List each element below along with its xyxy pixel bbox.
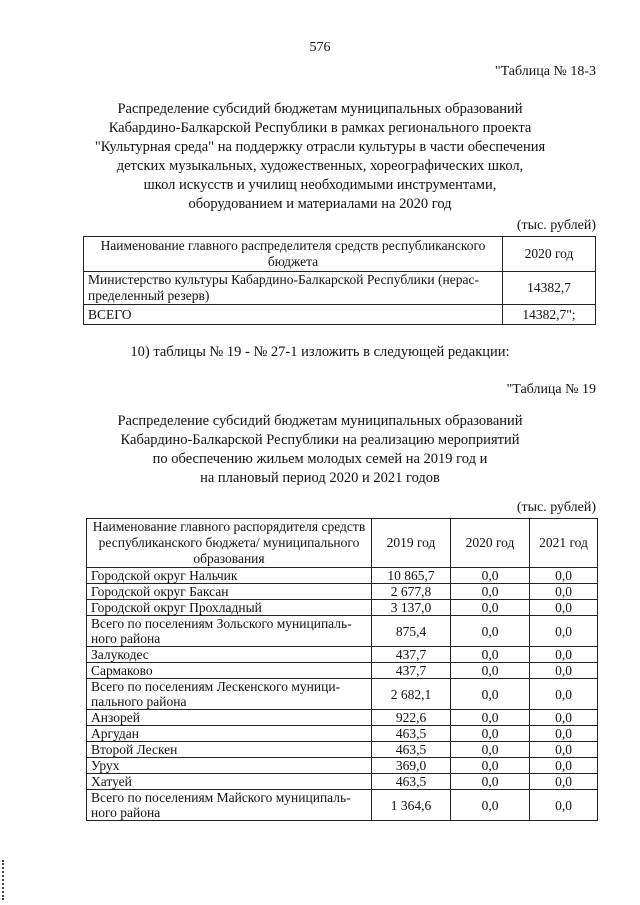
- cell-2020: 0,0: [451, 790, 530, 821]
- table-row: [87, 568, 598, 584]
- cell-2020: 14382,7";: [503, 305, 596, 325]
- title-line: школ искусств и училищ необходимыми инструментами,: [143, 177, 497, 193]
- cell-2021: 0,0: [530, 790, 598, 821]
- cell-2020: 0,0: [451, 742, 530, 758]
- table-18-3-title: [70, 100, 570, 214]
- cell-name: Всего по поселениям Лескенского муниципального района: [87, 679, 372, 710]
- cell-2021: 0,0: [530, 584, 598, 600]
- cell-2019: 875,4: [372, 616, 451, 647]
- title-line: Кабардино-Балкарской Республики в рамках регионального проекта: [108, 120, 532, 136]
- cell-2020: 0,0: [451, 774, 530, 790]
- cell-name: Городской округ Нальчик: [87, 568, 372, 584]
- table-row: [87, 758, 598, 774]
- table-header-row: [87, 519, 598, 568]
- cell-2020: 14382,7: [503, 272, 596, 305]
- header-2021: 2021 год: [530, 519, 598, 568]
- cell-2020: 0,0: [451, 568, 530, 584]
- header-name: Наименование главного распределителя средств республиканского бюджета: [84, 237, 503, 272]
- table-row: [87, 726, 598, 742]
- cell-name: Всего по поселениям Майского муниципального района: [87, 790, 372, 821]
- cell-2021: 0,0: [530, 758, 598, 774]
- table-row: [87, 742, 598, 758]
- cell-name: Городской округ Прохладный: [87, 600, 372, 616]
- cell-2021: 0,0: [530, 568, 598, 584]
- table-19-unit: (тыс. рублей): [516, 500, 596, 515]
- cell-2020: 0,0: [451, 647, 530, 663]
- table-18-3-label: "Таблица № 18-3: [494, 64, 596, 79]
- title-line: детских музыкальных, художественных, хореографических школ,: [116, 158, 524, 174]
- cell-2021: 0,0: [530, 710, 598, 726]
- table-row: [87, 616, 598, 647]
- cell-name: Городской округ Баксан: [87, 584, 372, 600]
- cell-2019: 3 137,0: [372, 600, 451, 616]
- cell-2020: 0,0: [451, 758, 530, 774]
- instruction-paragraph: 10) таблицы № 19 - № 27-1 изложить в следующей редакции:: [130, 344, 510, 360]
- cell-2019: 10 865,7: [372, 568, 451, 584]
- title-line: Распределение субсидий бюджетам муниципальных образований: [117, 101, 523, 117]
- header-2020: 2020 год: [451, 519, 530, 568]
- table-header-row: [84, 237, 596, 272]
- table-18-3-unit: (тыс. рублей): [516, 218, 596, 233]
- cell-2020: 0,0: [451, 600, 530, 616]
- cell-name: Хатуей: [87, 774, 372, 790]
- header-2020: 2020 год: [503, 237, 596, 272]
- cell-2020: 0,0: [451, 726, 530, 742]
- scan-margin-marks: [2, 860, 7, 900]
- cell-name: Всего по поселениям Зольского муниципального района: [87, 616, 372, 647]
- title-line: Кабардино-Балкарской Республики на реализацию мероприятий: [120, 432, 520, 448]
- page-number: 576: [309, 40, 331, 55]
- cell-2019: 2 677,8: [372, 584, 451, 600]
- cell-name: Министерство культуры Кабардино-Балкарской Республики (нераспределенный резерв): [84, 272, 503, 305]
- table-row: [87, 584, 598, 600]
- cell-2021: 0,0: [530, 742, 598, 758]
- table-row: [87, 710, 598, 726]
- table-19: [86, 518, 598, 821]
- table-row: [87, 790, 598, 821]
- cell-2019: 463,5: [372, 726, 451, 742]
- cell-2021: 0,0: [530, 774, 598, 790]
- cell-name: Урух: [87, 758, 372, 774]
- title-line: по обеспечению жильем молодых семей на 2019 год и: [152, 451, 488, 467]
- cell-2019: 437,7: [372, 647, 451, 663]
- cell-2021: 0,0: [530, 726, 598, 742]
- header-2019: 2019 год: [372, 519, 451, 568]
- cell-2019: 2 682,1: [372, 679, 451, 710]
- cell-2021: 0,0: [530, 679, 598, 710]
- table-row: [87, 647, 598, 663]
- title-line: Распределение субсидий бюджетам муниципальных образований: [117, 413, 523, 429]
- cell-2019: 369,0: [372, 758, 451, 774]
- cell-2020: 0,0: [451, 584, 530, 600]
- cell-name: Залукодес: [87, 647, 372, 663]
- cell-name: Анзорей: [87, 710, 372, 726]
- table-row: [87, 774, 598, 790]
- cell-2021: 0,0: [530, 663, 598, 679]
- cell-name: ВСЕГО: [84, 305, 503, 325]
- table-19-title: [70, 412, 570, 488]
- cell-2020: 0,0: [451, 710, 530, 726]
- cell-2020: 0,0: [451, 679, 530, 710]
- cell-2019: 463,5: [372, 742, 451, 758]
- table-row: [87, 663, 598, 679]
- cell-2020: 0,0: [451, 663, 530, 679]
- table-row-total: [84, 305, 596, 325]
- cell-2021: 0,0: [530, 600, 598, 616]
- cell-2019: 922,6: [372, 710, 451, 726]
- cell-2019: 1 364,6: [372, 790, 451, 821]
- title-line: "Культурная среда" на поддержку отрасли культуры в части обеспечения: [94, 139, 546, 155]
- table-row: [84, 272, 596, 305]
- cell-2019: 463,5: [372, 774, 451, 790]
- title-line: на плановый период 2020 и 2021 годов: [200, 470, 440, 486]
- cell-2021: 0,0: [530, 647, 598, 663]
- table-19-label: "Таблица № 19: [506, 382, 596, 397]
- cell-2019: 437,7: [372, 663, 451, 679]
- cell-2021: 0,0: [530, 616, 598, 647]
- title-line: оборудованием и материалами на 2020 год: [188, 196, 452, 212]
- table-row: [87, 600, 598, 616]
- table-row: [87, 679, 598, 710]
- header-name: Наименование главного распорядителя средств республиканского бюджета/ муниципального образования: [87, 519, 372, 568]
- cell-name: Второй Лескен: [87, 742, 372, 758]
- cell-2020: 0,0: [451, 616, 530, 647]
- cell-name: Сармаково: [87, 663, 372, 679]
- cell-name: Аргудан: [87, 726, 372, 742]
- table-18-3: [83, 236, 596, 325]
